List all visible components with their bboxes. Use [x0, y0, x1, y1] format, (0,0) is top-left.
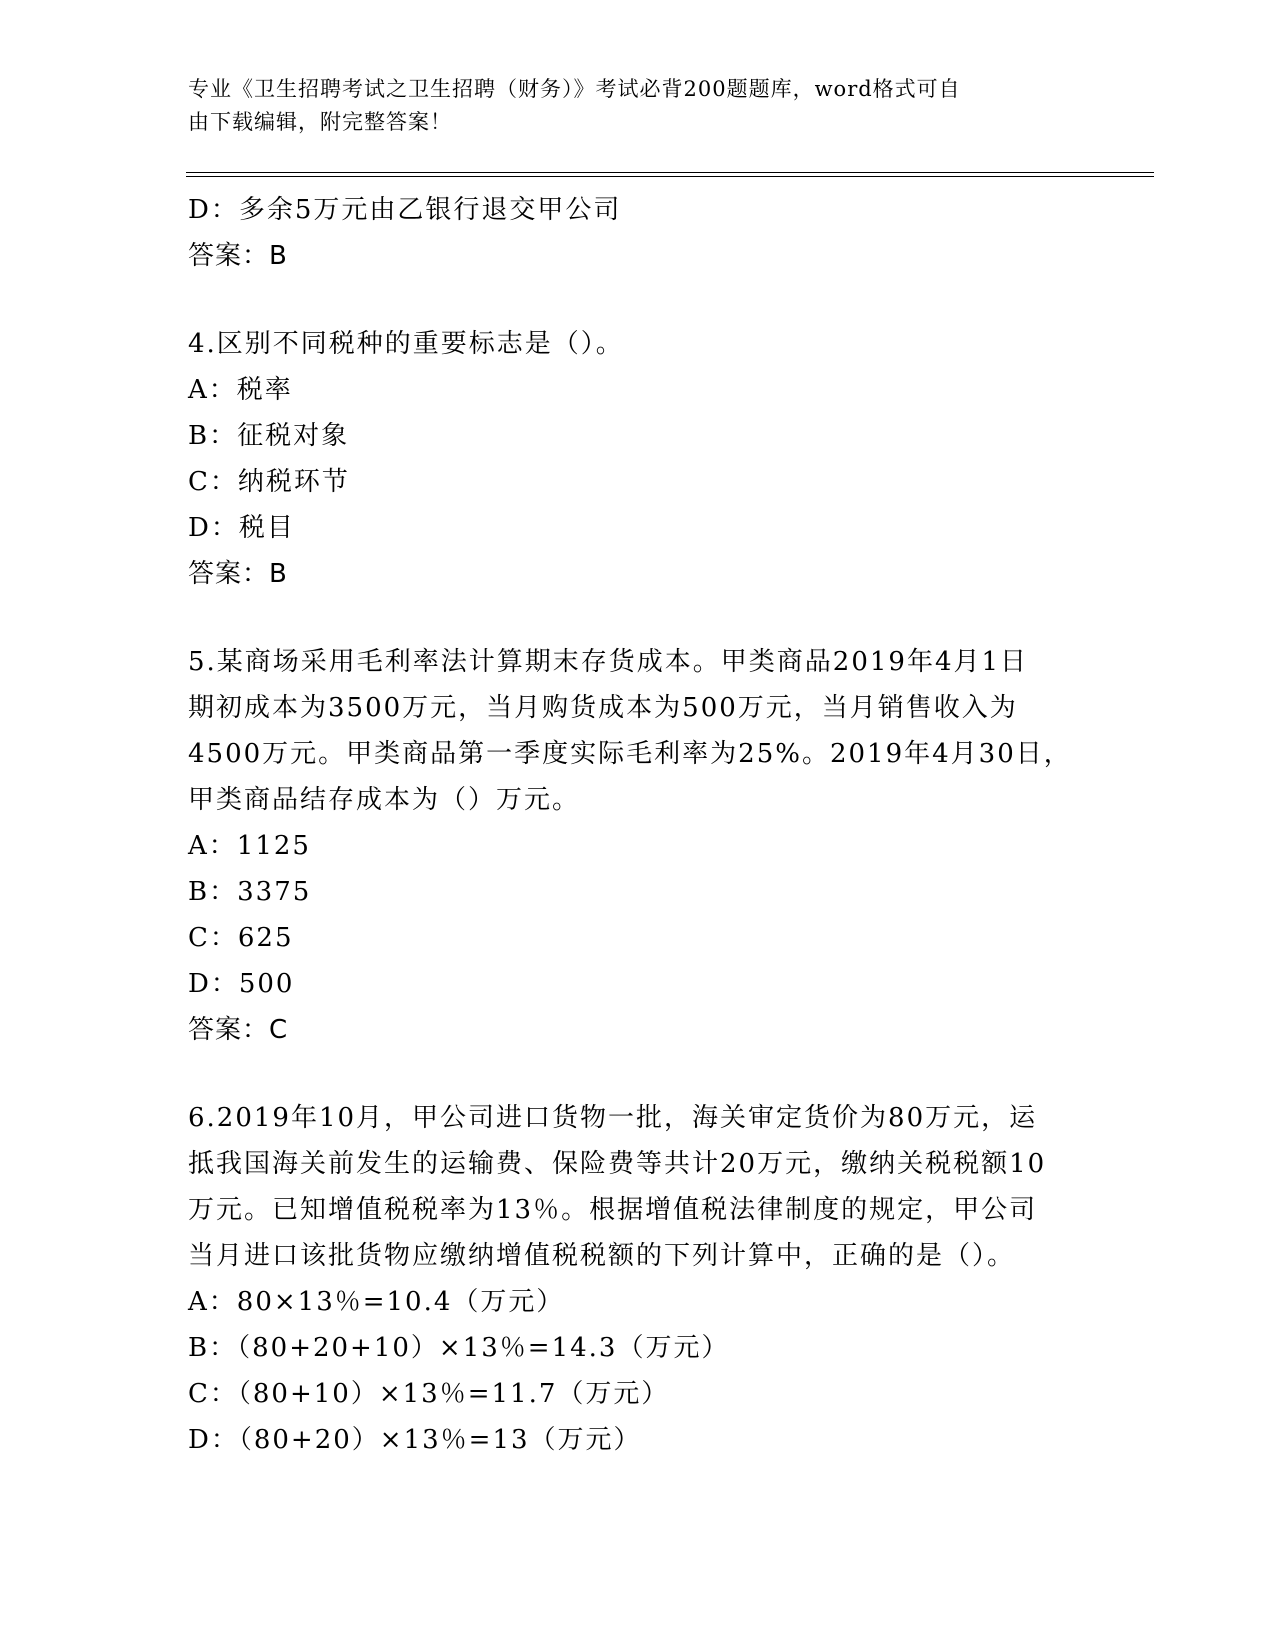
header-rule-bottom	[186, 176, 1154, 177]
question-stem-line: 抵我国海关前发生的运输费、保险费等共计20万元，缴纳关税税额10	[188, 1149, 1047, 1179]
option-c: C：625	[188, 923, 294, 953]
option-a: A：80×13％=10.4（万元）	[188, 1287, 565, 1317]
question-stem-line: 6.2019年10月，甲公司进口货物一批，海关审定货价为80万元，运	[188, 1103, 1038, 1133]
question-5	[188, 639, 1088, 1053]
option-b: B：（80+20+10）×13％=14.3（万元）	[188, 1333, 730, 1363]
answer-line: 答案：B	[188, 559, 288, 589]
answer-line: 答案：B	[188, 241, 288, 271]
option-a: A：1125	[188, 831, 311, 861]
option-c: C：纳税环节	[188, 467, 350, 497]
question-6	[188, 1095, 1088, 1463]
header-rule-top	[186, 172, 1154, 173]
header-line-2: 由下载编辑，附完整答案！	[188, 110, 452, 134]
option-b: B：征税对象	[188, 421, 350, 451]
spacer	[188, 1053, 1088, 1095]
option-b: B：3375	[188, 877, 312, 907]
question-stem-line: 期初成本为3500万元，当月购货成本为500万元，当月销售收入为	[188, 693, 1018, 723]
option-c: C：（80+10）×13％=11.7（万元）	[188, 1379, 670, 1409]
option-d: D：（80+20）×13％=13（万元）	[188, 1425, 642, 1455]
spacer	[188, 597, 1088, 639]
question-4	[188, 321, 1088, 597]
spacer	[188, 279, 1088, 321]
question-stem: 4.区别不同税种的重要标志是（）。	[188, 329, 624, 359]
option-a: A：税率	[188, 375, 293, 405]
question-stem-line: 5.某商场采用毛利率法计算期末存货成本。甲类商品2019年4月1日	[188, 647, 1029, 677]
question-stem-line: 当月进口该批货物应缴纳增值税税额的下列计算中，正确的是（）。	[188, 1241, 1016, 1271]
option-d: D：税目	[188, 513, 295, 543]
answer-line: 答案：C	[188, 1015, 289, 1045]
header-line-1: 专业《卫生招聘考试之卫生招聘（财务）》考试必背200题题库，word格式可自	[188, 77, 961, 101]
question-stem-line: 万元。已知增值税税率为13％。根据增值税法律制度的规定，甲公司	[188, 1195, 1038, 1225]
prev-question-tail	[188, 187, 1088, 279]
option-d: D：多余5万元由乙银行退交甲公司	[188, 195, 622, 225]
question-stem-line: 4500万元。甲类商品第一季度实际毛利率为25%。2019年4月30日，	[188, 739, 1072, 769]
question-list	[188, 187, 1088, 1463]
document-header	[188, 73, 1068, 139]
question-stem-line: 甲类商品结存成本为（）万元。	[188, 785, 581, 815]
option-d: D：500	[188, 969, 295, 999]
